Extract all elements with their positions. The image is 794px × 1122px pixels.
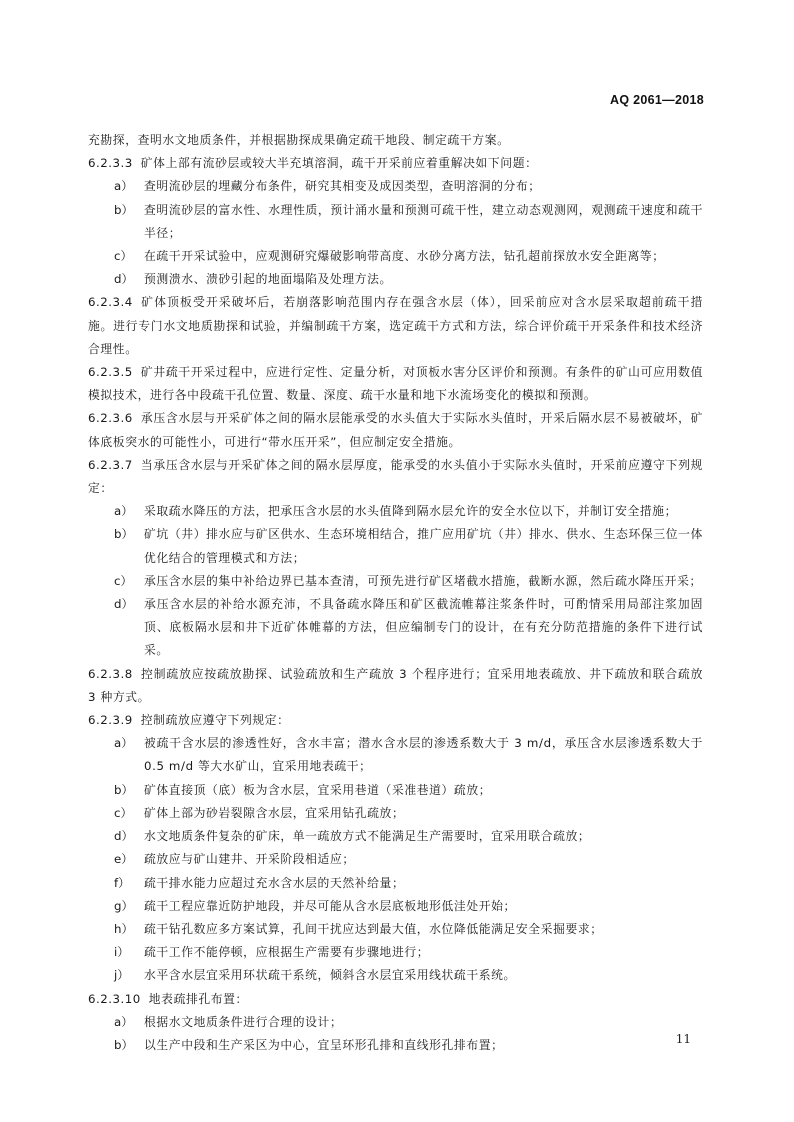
- list-marker: c）: [114, 805, 133, 820]
- list-item: [88, 918, 703, 941]
- paragraph-text: 矿井疏干开采过程中，应进行定性、定量分析，对顶板水害分区评价和预测。有条件的矿山可应用数值模拟技术，进行各中段疏干孔位置、数量、深度、疏干水量和地下水流场变化的模拟和预测。: [88, 365, 703, 403]
- list-item-text: 根据水文地质条件进行合理的设计；: [144, 1014, 343, 1029]
- document-body: [88, 129, 703, 1057]
- list-marker: b）: [114, 202, 134, 217]
- list-marker: g）: [114, 898, 134, 913]
- list-item: [88, 848, 703, 871]
- standard-code: AQ 2061—2018: [610, 93, 704, 107]
- list-marker: d）: [114, 272, 134, 287]
- clause-number: 6.2.3.9: [88, 713, 133, 728]
- clause-number: 6.2.3.10: [88, 991, 141, 1006]
- list-item: [88, 825, 703, 848]
- list-item-text: 疏干工程应靠近防护地段，并尽可能从含水层底板地形低洼处开始；: [144, 898, 516, 913]
- list-item: [88, 941, 703, 964]
- list-item-text: 预测溃水、溃砂引起的地面塌陷及处理方法。: [144, 272, 392, 287]
- clause-number: 6.2.3.8: [88, 666, 133, 681]
- clause-paragraph: [88, 663, 703, 709]
- list-item: [88, 245, 703, 268]
- list-marker: i）: [114, 945, 130, 960]
- list-item: [88, 1034, 703, 1057]
- clause-number: 6.2.3.5: [88, 365, 133, 380]
- list-marker: b）: [114, 527, 134, 542]
- list-item-text: 疏放应与矿山建井、开采阶段相适应；: [144, 852, 355, 867]
- clause-paragraph: [88, 988, 703, 1011]
- paragraph-text: 承压含水层与开采矿体之间的隔水层能承受的水头值大于实际水头值时，开采后隔水层不易被破坏，矿体底板突水的可能性小，可进行“带水压开采”，但应制定安全措施。: [88, 411, 703, 449]
- list-marker: b）: [114, 782, 134, 797]
- page-number: 11: [675, 1032, 691, 1046]
- list-item-text: 疏干钻孔数应多方案试算，孔间干扰应达到最大值，水位降低能满足安全采掘要求；: [144, 921, 603, 936]
- list-item-text: 水平含水层宜采用环状疏干系统，倾斜含水层宜采用线状疏干系统。: [144, 968, 516, 983]
- list-item: [88, 964, 703, 987]
- list-marker: j）: [114, 968, 130, 983]
- clause-paragraph: [88, 709, 703, 732]
- list-item: [88, 1011, 703, 1034]
- clause-paragraph: [88, 454, 703, 500]
- list-item-text: 查明流砂层的埋藏分布条件，研究其相变及成因类型，查明溶洞的分布；: [144, 179, 541, 194]
- list-item-text: 矿体上部为砂岩裂隙含水层，宜采用钻孔疏放；: [144, 805, 405, 820]
- paragraph: [88, 129, 703, 152]
- list-item-text: 采取疏水降压的方法，把承压含水层的水头值降到隔水层允许的安全水位以下，并制订安全措施；: [144, 504, 678, 519]
- list-item: [88, 570, 703, 593]
- clause-number: 6.2.3.7: [88, 457, 133, 472]
- list-marker: h）: [114, 921, 134, 936]
- list-item-text: 被疏干含水层的渗透性好，含水丰富；潜水含水层的渗透系数大于 3 m/d，承压含水层渗透系数大于 0.5 m/d 等大水矿山，宜采用地表疏干；: [144, 736, 703, 774]
- list-item-text: 承压含水层的补给水源充沛，不具备疏水降压和矿区截流帷幕注浆条件时，可酌情采用局部注浆加固顶、底板隔水层和井下近矿体帷幕的方法，但应编制专门的设计，在有充分防范措施的条件下进行试采。: [144, 597, 703, 658]
- list-marker: c）: [114, 249, 133, 264]
- list-marker: a）: [114, 1014, 134, 1029]
- list-marker: f）: [114, 875, 130, 890]
- list-item-text: 在疏干开采试验中，应观测研究爆破影响带高度、水砂分离方法，钻孔超前探放水安全距离等；: [144, 249, 665, 264]
- list-item: [88, 175, 703, 198]
- clause-paragraph: [88, 361, 703, 407]
- list-item-text: 矿坑（井）排水应与矿区供水、生态环境相结合，推广应用矿坑（井）排水、供水、生态环保三位一体优化结合的管理模式和方法；: [144, 527, 703, 565]
- list-marker: c）: [114, 573, 133, 588]
- list-item: [88, 523, 703, 569]
- clause-number: 6.2.3.3: [88, 156, 133, 171]
- clause-number: 6.2.3.4: [88, 295, 133, 310]
- paragraph-text: 地表疏排孔布置：: [148, 991, 248, 1006]
- list-item-text: 水文地质条件复杂的矿床，单一疏放方式不能满足生产需要时，宜采用联合疏放；: [144, 829, 591, 844]
- list-item: [88, 872, 703, 895]
- paragraph-text: 充勘探，查明水文地质条件，并根据勘探成果确定疏干地段、制定疏干方案。: [88, 133, 510, 147]
- clause-number: 6.2.3.6: [88, 411, 133, 426]
- list-item: [88, 500, 703, 523]
- list-item: [88, 268, 703, 291]
- list-marker: a）: [114, 179, 134, 194]
- list-item-text: 矿体直接顶（底）板为含水层，宜采用巷道（采准巷道）疏放；: [144, 782, 492, 797]
- list-item-text: 疏干排水能力应超过充水含水层的天然补给量；: [144, 875, 405, 890]
- paragraph-text: 控制疏放应按疏放勘探、试验疏放和生产疏放 3 个程序进行；宜采用地表疏放、井下疏放和联合疏放 3 种方式。: [88, 666, 703, 704]
- list-item-text: 承压含水层的集中补给边界已基本查清，可预先进行矿区堵截水措施，截断水源，然后疏水降压开采；: [144, 573, 702, 588]
- list-marker: a）: [114, 504, 134, 519]
- list-item: [88, 199, 703, 245]
- list-marker: b）: [114, 1037, 134, 1052]
- paragraph-text: 当承压含水层与开采矿体之间的隔水层厚度，能承受的水头值小于实际水头值时，开采前应遵守下列规定：: [88, 457, 703, 496]
- list-item: [88, 593, 703, 663]
- list-item: [88, 895, 703, 918]
- list-item: [88, 779, 703, 802]
- list-item-text: 疏干工作不能停顿，应根据生产需要有步骤地进行；: [144, 945, 430, 960]
- list-item-text: 以生产中段和生产采区为中心，宜呈环形孔排和直线形孔排布置；: [144, 1037, 504, 1052]
- list-item-text: 查明流砂层的富水性、水理性质，预计涌水量和预测可疏干性，建立动态观测网，观测疏干速度和疏干半径；: [144, 202, 703, 240]
- list-marker: a）: [114, 736, 134, 751]
- clause-paragraph: [88, 291, 703, 361]
- list-marker: d）: [114, 597, 134, 612]
- clause-paragraph: [88, 407, 703, 453]
- paragraph-text: 矿体上部有流砂层或较大半充填溶洞，疏干开采前应着重解决如下问题：: [140, 156, 538, 171]
- paragraph-text: 矿体顶板受开采破坏后，若崩落影响范围内存在强含水层（体），回采前应对含水层采取超前疏干措施。进行专门水文地质勘探和试验，并编制疏干方案，选定疏干方式和方法，综合评价疏干开采条件和技术经济合理性。: [88, 295, 703, 356]
- clause-paragraph: [88, 152, 703, 175]
- list-item: [88, 802, 703, 825]
- list-marker: e）: [114, 852, 134, 867]
- paragraph-text: 控制疏放应遵守下列规定：: [140, 713, 290, 728]
- list-marker: d）: [114, 829, 134, 844]
- list-item: [88, 732, 703, 778]
